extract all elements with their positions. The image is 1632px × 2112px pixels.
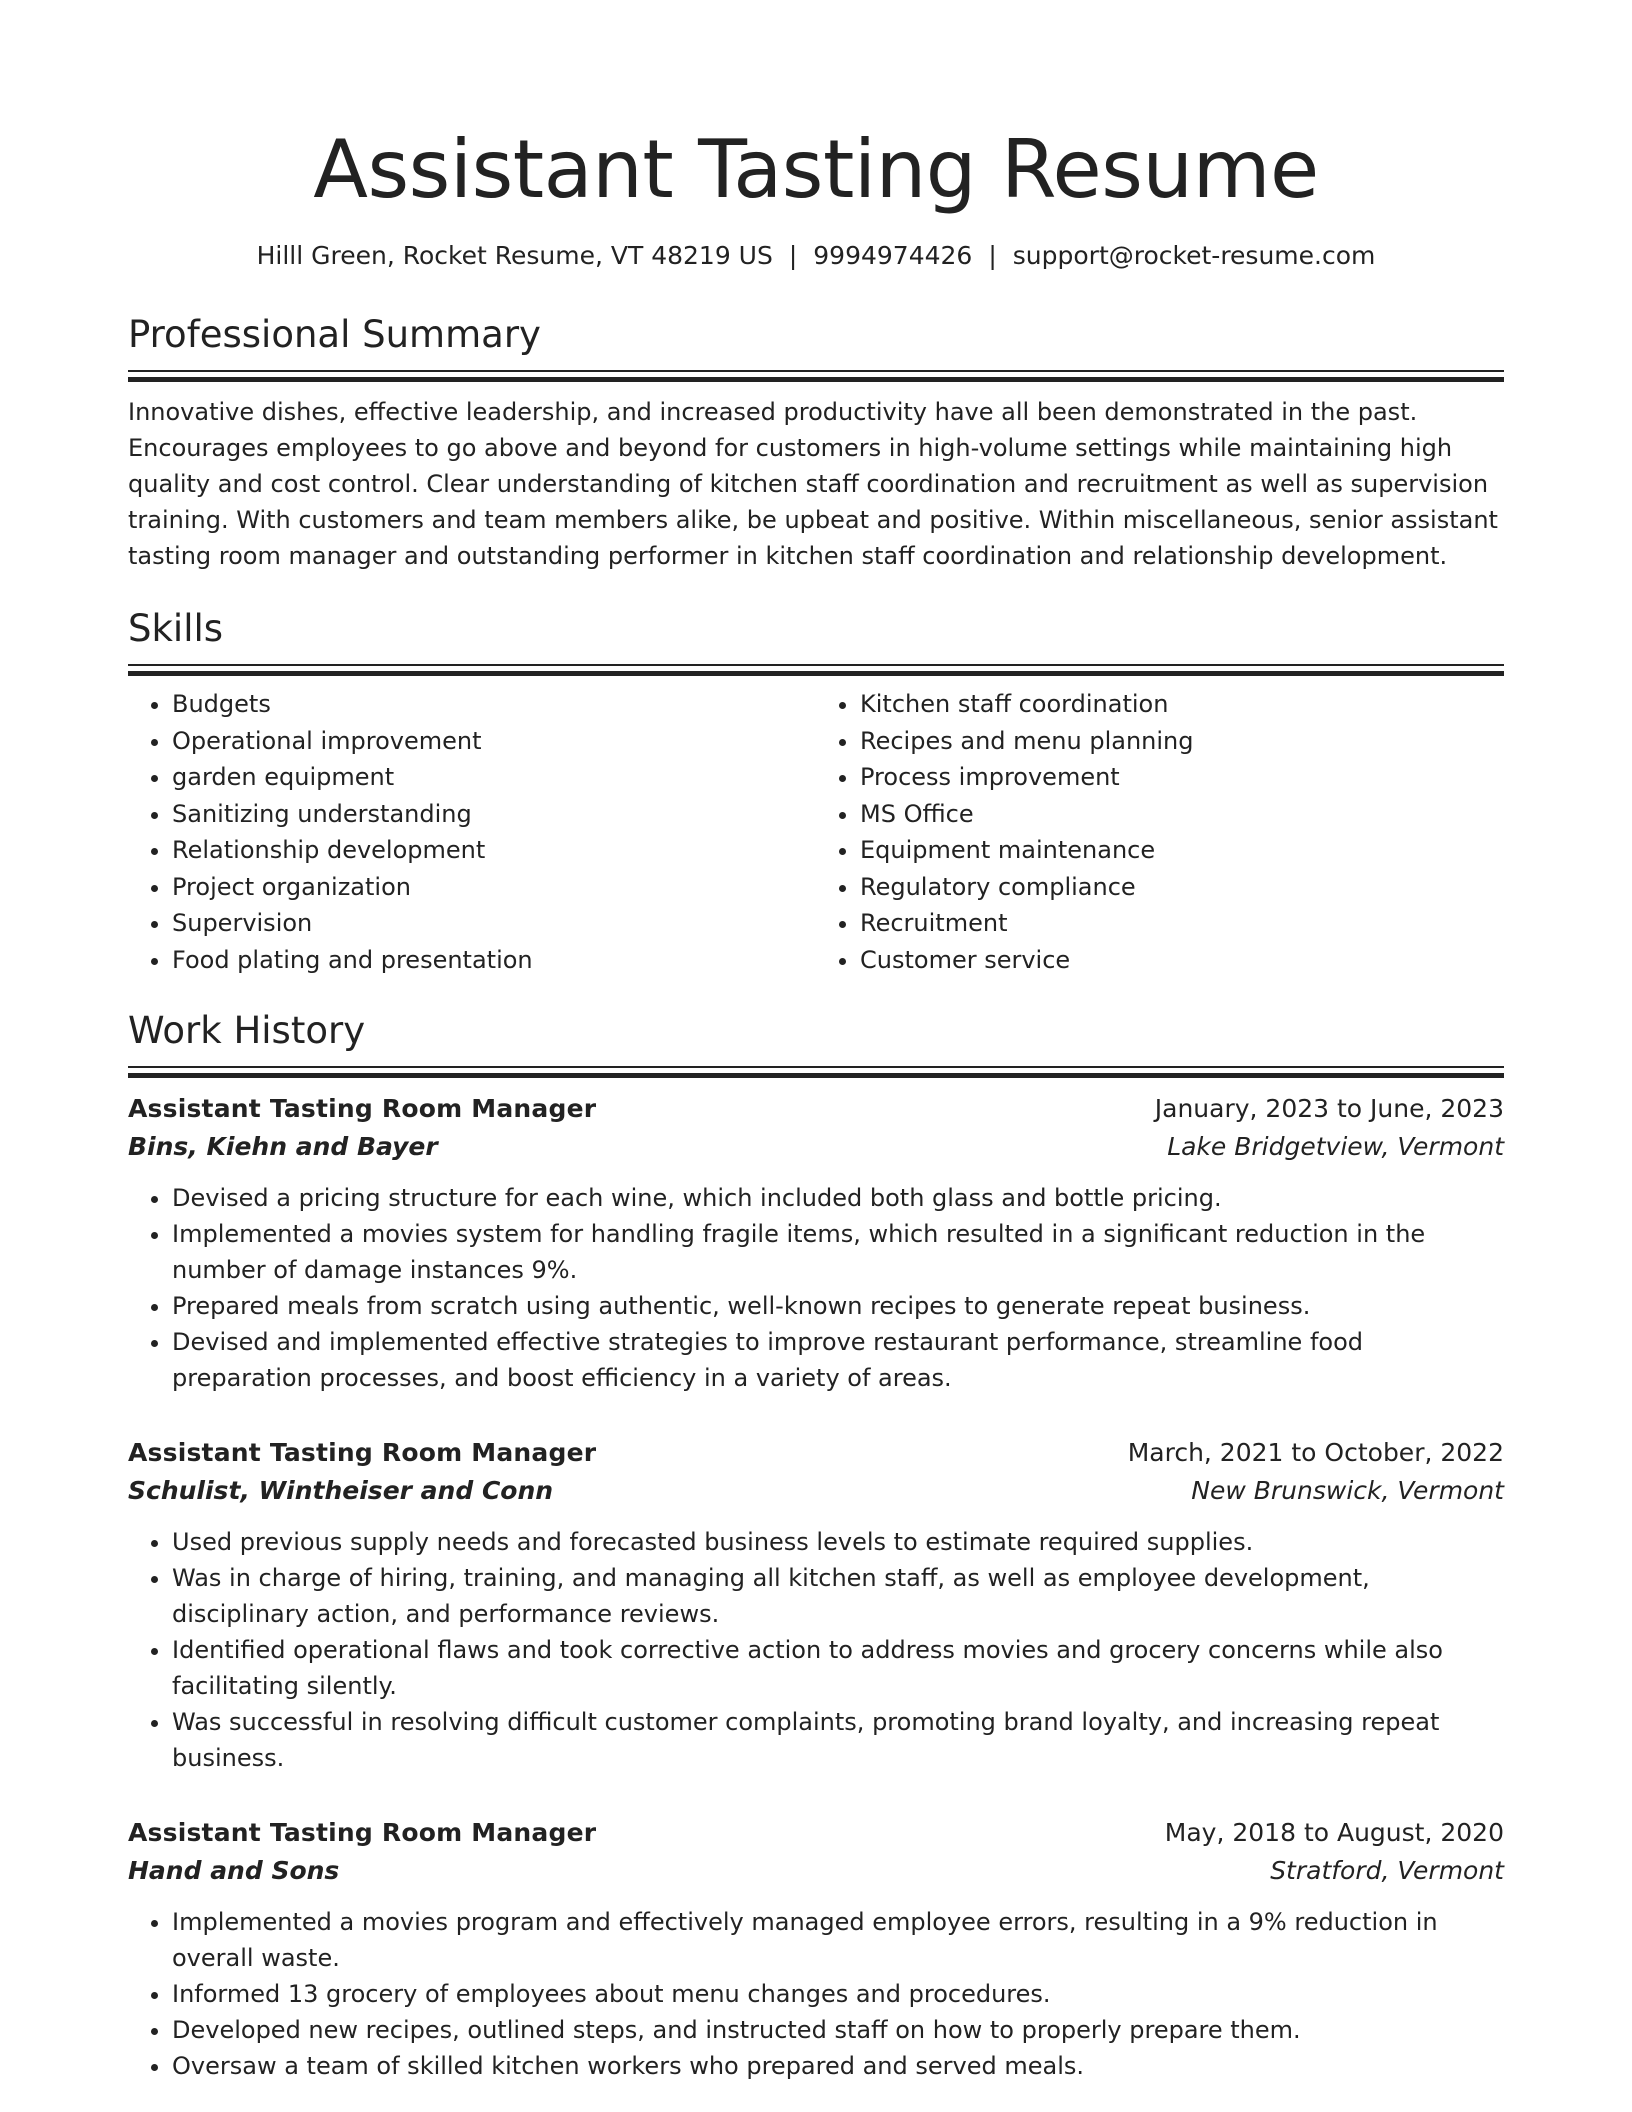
job-bullets [128, 1524, 1504, 1776]
job-company: Schulist, Wintheiser and Conn [128, 1476, 554, 1505]
work-history-section [128, 1008, 1504, 2084]
skill-item: • Recruitment [860, 905, 1504, 942]
skill-item: • Operational improvement [172, 723, 816, 760]
skills-column-left [128, 686, 816, 978]
section-divider [128, 664, 1504, 676]
skills-section [128, 606, 1504, 978]
job-header-row [128, 1090, 1504, 1128]
resume-page [128, 0, 1504, 2084]
section-divider [128, 1066, 1504, 1078]
skill-item: • Customer service [860, 942, 1504, 979]
section-divider [128, 370, 1504, 382]
job-bullet: • Identified operational flaws and took corrective action to address movies and grocery concerns while also facilitating silently. [172, 1632, 1504, 1704]
professional-summary-section [128, 312, 1504, 574]
job-bullets [128, 1904, 1504, 2084]
skills-column-right [816, 686, 1504, 978]
job-company-row [128, 1128, 1504, 1166]
skill-item: • Kitchen staff coordination [860, 686, 1504, 723]
job-entry [128, 1434, 1504, 1776]
job-bullets [128, 1180, 1504, 1396]
job-bullet: • Prepared meals from scratch using authentic, well-known recipes to generate repeat business. [172, 1288, 1504, 1324]
job-location: Lake Bridgetview, Vermont [1167, 1132, 1504, 1161]
contact-email: support@rocket-resume.com [1012, 241, 1376, 270]
section-title-summary: Professional Summary [128, 313, 541, 356]
job-company-row [128, 1852, 1504, 1890]
skill-item: • Budgets [172, 686, 816, 723]
skill-item: • MS Office [860, 796, 1504, 833]
contact-separator: | [788, 241, 798, 270]
job-bullet: • Developed new recipes, outlined steps, and instructed staff on how to properly prepare them. [172, 2012, 1504, 2048]
job-location: New Brunswick, Vermont [1191, 1476, 1504, 1505]
skill-item: • Recipes and menu planning [860, 723, 1504, 760]
job-entry [128, 1090, 1504, 1396]
job-bullet: • Devised and implemented effective strategies to improve restaurant performance, streamline food preparation processes, and boost efficiency in a variety of areas. [172, 1324, 1504, 1396]
skill-item: • Project organization [172, 869, 816, 906]
skill-item: • Process improvement [860, 759, 1504, 796]
summary-text: Innovative dishes, effective leadership, and increased productivity have all been demonstrated in the past. Encourages employees to go above and beyond for customers in high-volume settings while maintaining high quality and cost control. Clear understanding of kitchen staff coordination and recruitment as well as supervision training. With customers and team members alike, be upbeat and positive. Within miscellaneous, senior assistant tasting room manager and outstanding performer in kitchen staff coordination and relationship development. [128, 398, 1498, 570]
job-dates: January, 2023 to June, 2023 [1154, 1094, 1504, 1123]
section-title-work-history: Work History [128, 1009, 366, 1052]
skill-item: • Food plating and presentation [172, 942, 816, 979]
job-title: Assistant Tasting Room Manager [128, 1438, 597, 1467]
skill-item: • Equipment maintenance [860, 832, 1504, 869]
section-title-skills: Skills [128, 607, 224, 650]
job-bullet: • Implemented a movies system for handling fragile items, which resulted in a significant reduction in the number of damage instances 9%. [172, 1216, 1504, 1288]
job-bullet: • Informed 13 grocery of employees about menu changes and procedures. [172, 1976, 1504, 2012]
contact-separator: | [988, 241, 997, 270]
job-bullet: • Oversaw a team of skilled kitchen workers who prepared and served meals. [172, 2048, 1504, 2084]
job-company: Hand and Sons [128, 1856, 340, 1885]
contact-address: Hilll Green, Rocket Resume, VT 48219 US [256, 241, 773, 270]
skill-item: • Regulatory compliance [860, 869, 1504, 906]
job-bullet: • Devised a pricing structure for each wine, which included both glass and bottle pricing. [172, 1180, 1504, 1216]
job-bullet: • Implemented a movies program and effectively managed employee errors, resulting in a 9% reduction in overall waste. [172, 1904, 1504, 1976]
skill-item: • garden equipment [172, 759, 816, 796]
job-location: Stratford, Vermont [1270, 1856, 1504, 1885]
job-bullet: • Was successful in resolving difficult customer complaints, promoting brand loyalty, and increasing repeat business. [172, 1704, 1504, 1776]
job-header-row [128, 1434, 1504, 1472]
job-entry [128, 1814, 1504, 2084]
skill-item: • Supervision [172, 905, 816, 942]
skill-item: • Relationship development [172, 832, 816, 869]
job-title: Assistant Tasting Room Manager [128, 1094, 597, 1123]
job-dates: May, 2018 to August, 2020 [1164, 1818, 1504, 1847]
contact-line [128, 238, 1504, 274]
job-title: Assistant Tasting Room Manager [128, 1818, 597, 1847]
job-bullet: • Was in charge of hiring, training, and managing all kitchen staff, as well as employee development, disciplinary action, and performance reviews. [172, 1560, 1504, 1632]
job-header-row [128, 1814, 1504, 1852]
contact-phone: 9994974426 [813, 241, 973, 270]
job-company: Bins, Kiehn and Bayer [128, 1132, 438, 1161]
skill-item: • Sanitizing understanding [172, 796, 816, 833]
job-company-row [128, 1472, 1504, 1510]
job-bullet: • Used previous supply needs and forecasted business levels to estimate required supplies. [172, 1524, 1504, 1560]
resume-name: Assistant Tasting Resume [313, 123, 1319, 216]
job-dates: March, 2021 to October, 2022 [1127, 1438, 1504, 1467]
skills-grid [128, 686, 1504, 978]
